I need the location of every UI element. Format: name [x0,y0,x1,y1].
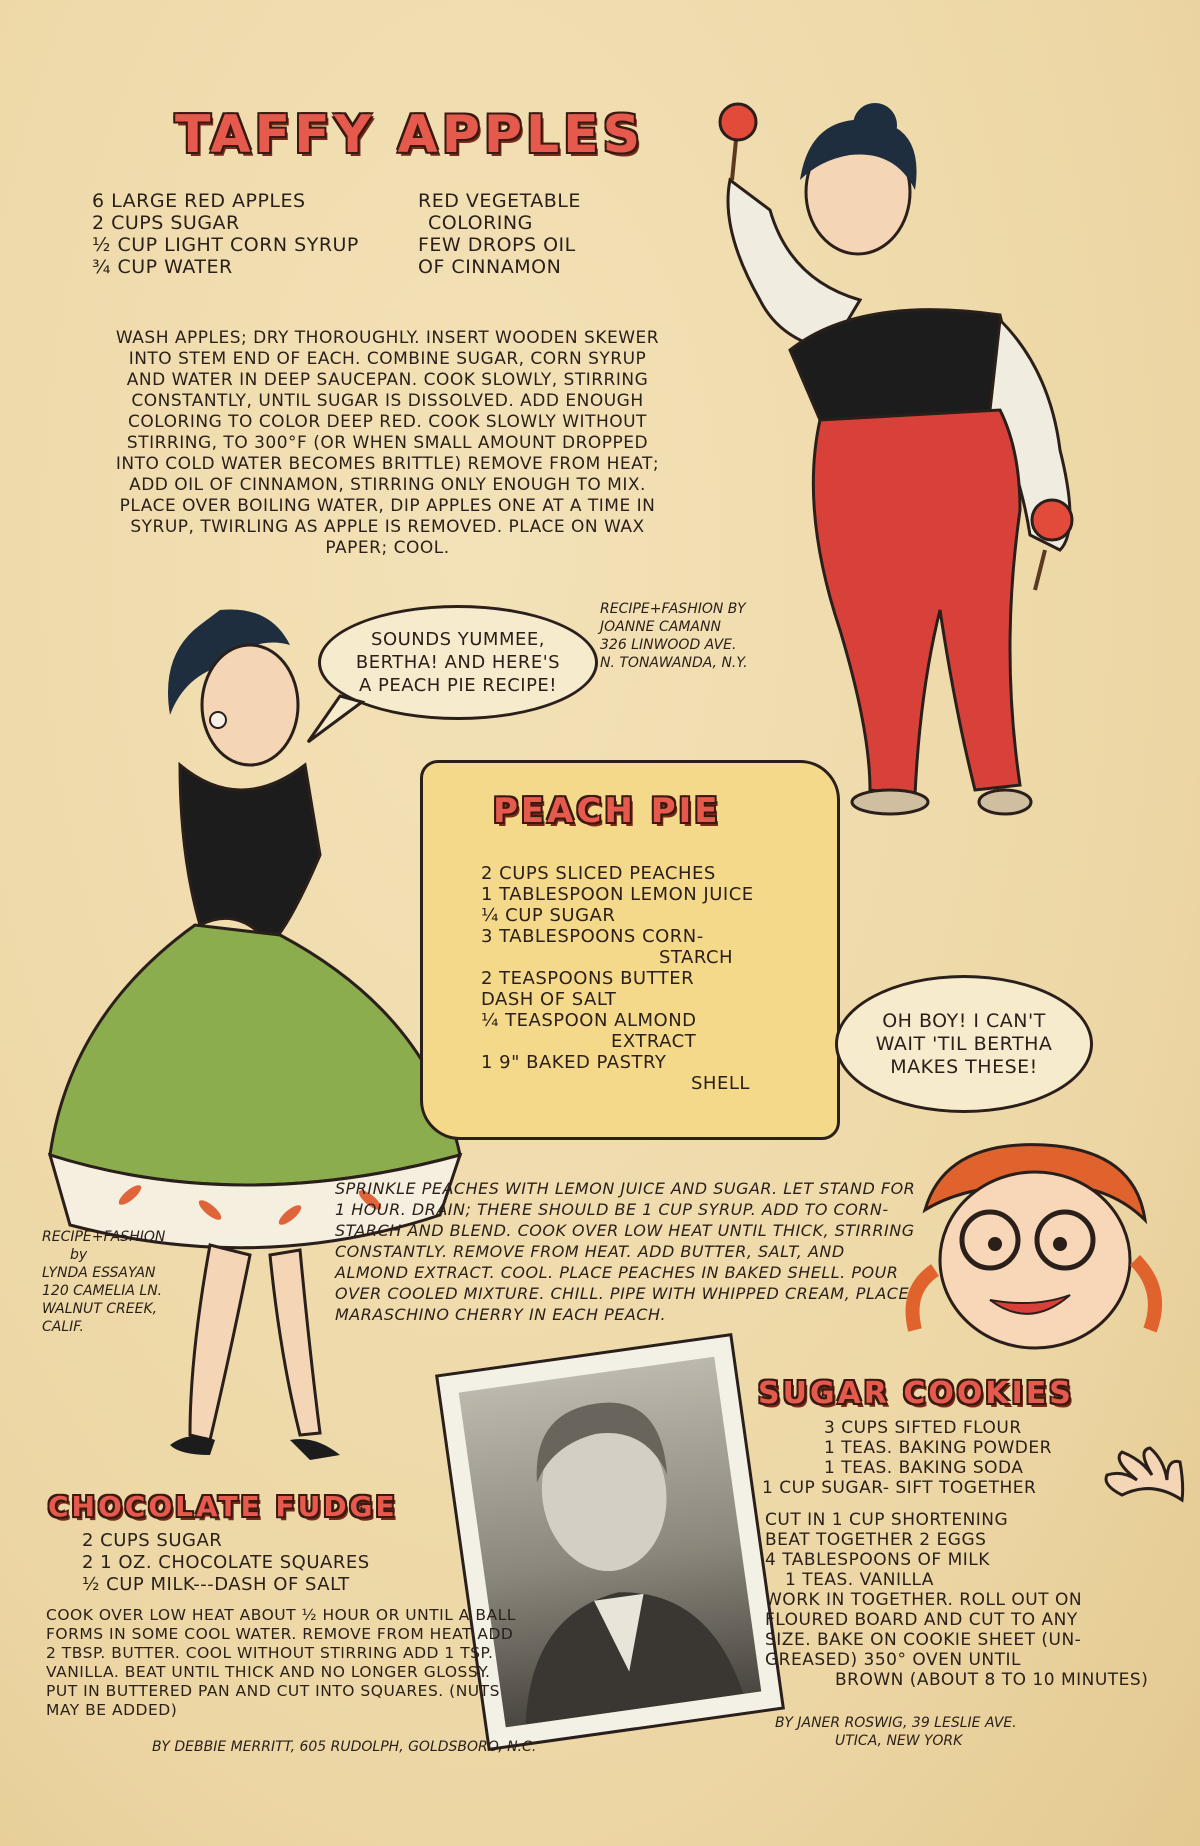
ingredient: 3 CUPS SIFTED FLOUR [824,1418,1022,1438]
taffy-ingredients-right [418,190,581,278]
direction-line: SIZE. BAKE ON COOKIE SHEET (UN- [765,1630,1082,1650]
ingredient: 2 CUPS SUGAR [92,212,240,234]
taffy-apples-title: TAFFY APPLES [175,105,645,165]
ingredient: STARCH [659,947,734,968]
chocolate-fudge-title: CHOCOLATE FUDGE [48,1490,398,1523]
speech-bubble-bertha: SOUNDS YUMMEE, BERTHA! AND HERE'S A PEACH PIE RECIPE! [318,605,598,720]
ingredient: 1 CUP SUGAR- SIFT TOGETHER [762,1478,1037,1498]
peach-ingredients [481,863,754,1094]
ingredient: COLORING [428,212,533,234]
credit-line: BY JANER ROSWIG, 39 LESLIE AVE. [775,1715,1017,1731]
fudge-directions: COOK OVER LOW HEAT ABOUT ½ HOUR OR UNTIL A BALL FORMS IN SOME COOL WATER. REMOVE FROM HEAT ADD 2 TBSP. BUTTER. COOL WITHOUT STIRRING ADD 1 TSP. VANILLA. BEAT UNTIL THICK AND NO LONGER GLOSSY. PUT IN BUTTERED PAN AND CUT INTO SQUARES. (NUTS MAY BE ADDED) [46,1606,516,1719]
hand-icon [1092,1440,1192,1560]
ingredient: 1 TABLESPOON LEMON JUICE [481,884,754,905]
peach-credit [42,1228,165,1336]
sugar-cookies-title: SUGAR COOKIES [758,1376,1074,1411]
ingredient: ¼ TEASPOON ALMOND [481,1010,697,1031]
credit-line: CALIF. [42,1319,84,1335]
direction-line: WORK IN TOGETHER. ROLL OUT ON [765,1590,1083,1610]
direction-line: 4 TABLESPOONS OF MILK [765,1550,990,1570]
ingredient: 2 CUPS SUGAR [82,1530,223,1551]
ingredient: ½ CUP LIGHT CORN SYRUP [92,234,359,256]
credit-line: JOANNE CAMANN [600,619,721,635]
credit-line: RECIPE+FASHION [42,1229,166,1245]
ingredient: 2 TEASPOONS BUTTER [481,968,695,989]
cookies-directions [765,1510,1148,1690]
credit-line: WALNUT CREEK, [42,1301,158,1317]
ingredient: OF CINNAMON [418,256,562,278]
taffy-ingredients-left [92,190,359,278]
direction-line: FLOURED BOARD AND CUT TO ANY [765,1610,1078,1630]
ingredient: ¼ CUP SUGAR [481,905,616,926]
peach-pie-scroll [420,760,840,1140]
ingredient: 6 LARGE RED APPLES [92,190,306,212]
ingredient: 2 1 OZ. CHOCOLATE SQUARES [82,1552,370,1573]
fudge-ingredients [82,1530,370,1596]
cookies-ingredients [762,1418,1052,1498]
ingredient: RED VEGETABLE [418,190,581,212]
ingredient: ¾ CUP WATER [92,256,233,278]
credit-line: 120 CAMELIA LN. [42,1283,163,1299]
ingredient: ½ CUP MILK---DASH OF SALT [82,1574,350,1595]
credit-line: N. TONAWANDA, N.Y. [600,655,748,671]
peach-directions: SPRINKLE PEACHES WITH LEMON JUICE AND SUGAR. LET STAND FOR 1 HOUR. DRAIN; THERE SHOULD BE 1 CUP SYRUP. ADD TO CORN-STARCH AND BLEND. COOK OVER LOW HEAT UNTIL THICK, STIRRING CONSTANTLY. REMOVE FROM HEAT. ADD BUTTER, SALT, AND ALMOND EXTRACT. COOL. PLACE PEACHES IN BAKED SHELL. POUR OVER COOLED MIXTURE. CHILL. PIPE WITH WHIPPED CREAM, PLACE MARASCHINO CHERRY IN EACH PEACH. [335,1179,916,1324]
ingredient: SHELL [691,1073,750,1094]
apple-on-stick-icon [720,104,756,180]
ingredient: DASH OF SALT [481,989,617,1010]
fudge-credit: BY DEBBIE MERRITT, 605 RUDOLPH, GOLDSBORO, N.C. [152,1739,537,1755]
credit-line: LYNDA ESSAYAN [42,1265,156,1281]
direction-line: BEAT TOGETHER 2 EGGS [765,1530,987,1550]
peach-pie-title: PEACH PIE [493,791,721,831]
ingredient: FEW DROPS OIL [418,234,576,256]
ingredient: 1 TEAS. BAKING POWDER [824,1438,1052,1458]
taffy-directions: WASH APPLES; DRY THOROUGHLY. INSERT WOODEN SKEWER INTO STEM END OF EACH. COMBINE SUGAR, CORN SYRUP AND WATER IN DEEP SAUCEPAN. COOK SLOWLY, STIRRING CONSTANTLY, UNTIL SUGAR IS DISSOLVED. ADD ENOUGH COLORING TO COLOR DEEP RED. COOK SLOWLY WITHOUT STIRRING, TO 300°F (OR WHEN SMALL AMOUNT DROPPED INTO COLD WATER BECOMES BRITTLE) REMOVE FROM HEAT; ADD OIL OF CINNAMON, STIRRING ONLY ENOUGH TO MIX. PLACE OVER BOILING WATER, DIP APPLES ONE AT A TIME IN SYRUP, TWIRLING AS APPLE IS REMOVED. PLACE ON WAX PAPER; COOL. [115,328,660,558]
ingredient: 1 TEAS. BAKING SODA [824,1458,1024,1478]
direction-line: CUT IN 1 CUP SHORTENING [765,1510,1009,1530]
ingredient: EXTRACT [611,1031,697,1052]
ingredient: 3 TABLESPOONS CORN- [481,926,704,947]
direction-line: GREASED) 350° OVEN UNTIL [765,1650,1021,1670]
ingredient: 1 9" BAKED PASTRY [481,1052,667,1073]
credit-line: by [70,1247,88,1263]
direction-line: BROWN (ABOUT 8 TO 10 MINUTES) [835,1670,1149,1690]
ingredient: 2 CUPS SLICED PEACHES [481,863,716,884]
girl-with-glasses-illustration [895,1140,1165,1360]
cookies-credit [775,1714,1017,1750]
credit-line: 326 LINWOOD AVE. [600,637,737,653]
direction-line: 1 TEAS. VANILLA [785,1570,934,1590]
credit-line: UTICA, NEW YORK [835,1733,963,1749]
girl-green-dress-illustration [40,595,480,1495]
speech-bubble-oh-boy: OH BOY! I CAN'T WAIT 'TIL BERTHA MAKES THESE! [835,975,1093,1113]
credit-line: RECIPE+FASHION BY [600,601,746,617]
